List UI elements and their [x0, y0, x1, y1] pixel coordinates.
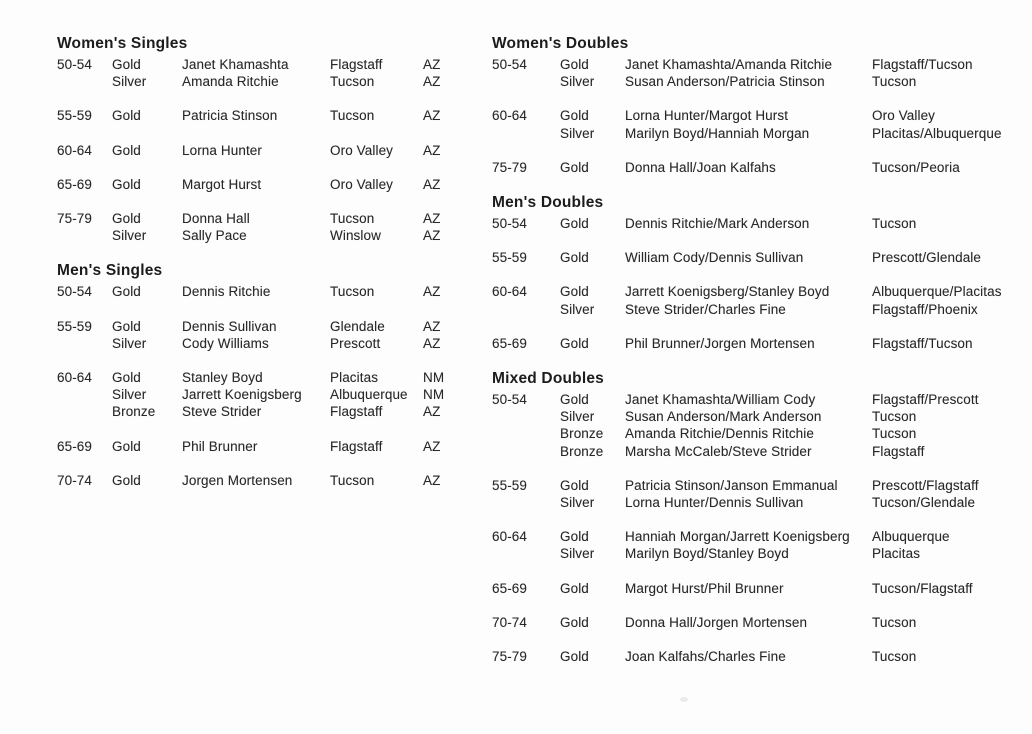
cities-cell: Tucson — [872, 74, 917, 90]
cities-cell: Placitas/Albuquerque — [872, 125, 1002, 141]
state-cell: NM — [423, 370, 445, 386]
medal-cell: Gold — [560, 284, 589, 300]
result-row — [492, 125, 1032, 142]
age-group-cell — [57, 335, 112, 352]
medal-cell: Gold — [560, 57, 589, 72]
age-group-cell: 70-74 — [57, 472, 93, 488]
medal-cell: Silver — [560, 301, 595, 317]
names-cell: Marsha McCaleb/Steve Strider — [625, 443, 812, 459]
result-row — [57, 227, 471, 244]
medal-cell: Silver — [560, 409, 595, 425]
state-cell: AZ — [423, 108, 441, 124]
age-group-cell: 50-54 — [492, 57, 528, 72]
cities-cell: Flagstaff/Phoenix — [872, 301, 978, 317]
medal-cell: Gold — [560, 216, 589, 232]
result-row — [492, 494, 1032, 511]
state-cell: AZ — [423, 74, 441, 90]
medal-cell: Gold — [112, 284, 141, 300]
result-row — [57, 318, 471, 335]
result-row — [57, 403, 471, 420]
result-row — [492, 477, 1032, 494]
cities-cell: Prescott/Glendale — [872, 250, 982, 266]
name-cell: Jarrett Koenigsberg — [182, 387, 302, 403]
state-cell: AZ — [423, 318, 441, 334]
age-group-60-64 — [492, 528, 1032, 562]
age-group-75-79 — [492, 159, 1032, 176]
city-cell: Prescott — [330, 335, 381, 351]
medal-cell: Silver — [112, 335, 147, 351]
result-row — [57, 283, 471, 300]
age-group-cell: 55-59 — [57, 108, 93, 124]
cities-cell: Tucson — [872, 409, 917, 425]
state-cell: NM — [423, 387, 445, 403]
names-cell: Susan Anderson/Mark Anderson — [625, 409, 822, 425]
cities-cell: Albuquerque — [872, 529, 950, 545]
medal-cell: Gold — [560, 477, 589, 493]
result-row — [57, 438, 471, 455]
result-row — [57, 472, 471, 489]
medal-cell: Silver — [560, 546, 595, 562]
medal-cell: Gold — [560, 614, 589, 630]
age-group-cell: 50-54 — [492, 392, 528, 408]
state-cell: AZ — [423, 438, 441, 454]
city-cell: Tucson — [330, 284, 375, 300]
name-cell: Steve Strider — [182, 404, 262, 420]
result-row — [492, 283, 1032, 300]
name-cell: Patricia Stinson — [182, 108, 278, 124]
name-cell: Margot Hurst — [182, 176, 262, 192]
result-row — [492, 301, 1032, 318]
age-group-55-59 — [57, 318, 471, 352]
age-group-65-69 — [57, 438, 471, 455]
name-cell: Donna Hall — [182, 211, 250, 227]
age-group-cell — [57, 73, 112, 90]
age-group-cell: 60-64 — [492, 529, 528, 545]
cities-cell: Tucson — [872, 216, 917, 232]
age-group-cell — [492, 408, 560, 425]
cities-cell: Oro Valley — [872, 108, 936, 124]
names-cell: Margot Hurst/Phil Brunner — [625, 580, 784, 596]
names-cell: Donna Hall/Joan Kalfahs — [625, 159, 776, 175]
state-cell: AZ — [423, 57, 441, 72]
cities-cell: Tucson — [872, 614, 917, 630]
age-group-cell: 60-64 — [492, 284, 528, 300]
result-row — [492, 73, 1032, 90]
city-cell: Oro Valley — [330, 176, 394, 192]
result-row — [57, 107, 471, 124]
names-cell: Dennis Ritchie/Mark Anderson — [625, 216, 810, 232]
cities-cell: Tucson/Flagstaff — [872, 580, 973, 596]
result-row — [492, 425, 1032, 442]
names-cell: Patricia Stinson/Janson Emmanual — [625, 477, 838, 493]
state-cell: AZ — [423, 284, 441, 300]
cities-cell: Tucson — [872, 649, 917, 665]
result-row — [57, 56, 471, 73]
cities-cell: Tucson/Glendale — [872, 495, 976, 511]
age-group-cell: 65-69 — [492, 580, 528, 596]
cities-cell: Flagstaff/Tucson — [872, 335, 973, 351]
result-row — [492, 249, 1032, 266]
names-cell: Donna Hall/Jorgen Mortensen — [625, 614, 808, 630]
medal-cell: Gold — [112, 472, 141, 488]
age-group-cell: 50-54 — [57, 57, 93, 72]
cities-cell: Flagstaff — [872, 443, 925, 459]
age-group-cell — [492, 494, 560, 511]
names-cell: Jarrett Koenigsberg/Stanley Boyd — [625, 284, 830, 300]
cities-cell: Albuquerque/Placitas — [872, 284, 1002, 300]
age-group-65-69 — [492, 580, 1032, 597]
city-cell: Flagstaff — [330, 57, 383, 72]
medal-cell: Silver — [560, 74, 595, 90]
result-row — [492, 107, 1032, 124]
age-group-50-54 — [492, 215, 1032, 232]
age-group-cell — [57, 386, 112, 403]
result-row — [57, 335, 471, 352]
name-cell: Cody Williams — [182, 335, 269, 351]
result-row — [57, 176, 471, 193]
medal-cell: Bronze — [560, 443, 604, 459]
age-group-cell — [492, 125, 560, 142]
section-title: Men's Singles — [57, 262, 163, 280]
section-title: Women's Singles — [57, 35, 188, 52]
cities-cell: Flagstaff/Tucson — [872, 57, 973, 72]
name-cell: Jorgen Mortensen — [182, 472, 293, 488]
result-row — [57, 386, 471, 403]
age-group-cell — [492, 301, 560, 318]
age-group-50-54 — [492, 56, 1032, 90]
city-cell: Tucson — [330, 74, 375, 90]
medal-cell: Silver — [112, 74, 147, 90]
result-row — [492, 443, 1032, 460]
result-row — [57, 142, 471, 159]
cities-cell: Prescott/Flagstaff — [872, 477, 979, 493]
age-group-cell: 60-64 — [492, 108, 528, 124]
city-cell: Placitas — [330, 370, 379, 386]
city-cell: Flagstaff — [330, 404, 383, 420]
result-row — [492, 56, 1032, 73]
section-title: Men's Doubles — [492, 194, 604, 212]
section-mens-singles — [57, 261, 471, 489]
age-group-cell — [492, 443, 560, 460]
result-row — [492, 545, 1032, 562]
medal-cell: Gold — [560, 392, 589, 408]
result-row — [57, 369, 471, 386]
state-cell: AZ — [423, 176, 441, 192]
section-mens-doubles — [492, 193, 1032, 352]
age-group-60-64 — [57, 369, 471, 421]
result-row — [57, 73, 471, 90]
age-group-cell: 65-69 — [57, 438, 93, 454]
age-group-50-54 — [57, 56, 471, 90]
age-group-70-74 — [57, 472, 471, 489]
section-womens-doubles — [492, 34, 1032, 176]
name-cell: Amanda Ritchie — [182, 74, 279, 90]
age-group-cell: 75-79 — [492, 649, 528, 665]
age-group-cell: 50-54 — [492, 216, 528, 232]
age-group-60-64 — [492, 283, 1032, 317]
names-cell: Phil Brunner/Jorgen Mortensen — [625, 335, 815, 351]
medal-cell: Silver — [560, 495, 595, 511]
age-group-55-59 — [57, 107, 471, 124]
city-cell: Tucson — [330, 211, 375, 227]
names-cell: Lorna Hunter/Margot Hurst — [625, 108, 789, 124]
age-group-70-74 — [492, 614, 1032, 631]
age-group-65-69 — [57, 176, 471, 193]
names-cell: Janet Khamashta/Amanda Ritchie — [625, 57, 833, 72]
name-cell: Dennis Sullivan — [182, 318, 277, 334]
age-group-cell — [492, 425, 560, 442]
city-cell: Winslow — [330, 228, 381, 244]
result-row — [57, 210, 471, 227]
age-group-50-54 — [492, 391, 1032, 460]
name-cell: Sally Pace — [182, 228, 247, 244]
cities-cell: Tucson — [872, 426, 917, 442]
age-group-cell — [492, 73, 560, 90]
names-cell: Lorna Hunter/Dennis Sullivan — [625, 495, 804, 511]
cities-cell: Flagstaff/Prescott — [872, 392, 979, 408]
name-cell: Lorna Hunter — [182, 142, 262, 158]
medal-cell: Gold — [112, 211, 141, 227]
state-cell: AZ — [423, 211, 441, 227]
medal-cell: Gold — [112, 108, 141, 124]
result-row — [492, 614, 1032, 631]
medal-cell: Gold — [112, 176, 141, 192]
state-cell: AZ — [423, 335, 441, 351]
names-cell: Amanda Ritchie/Dennis Ritchie — [625, 426, 814, 442]
city-cell: Tucson — [330, 108, 375, 124]
age-group-50-54 — [57, 283, 471, 300]
left-column — [57, 30, 471, 506]
cities-cell: Tucson/Peoria — [872, 159, 960, 175]
section-mixed-doubles — [492, 369, 1032, 665]
age-group-cell: 60-64 — [57, 370, 93, 386]
names-cell: Joan Kalfahs/Charles Fine — [625, 649, 786, 665]
medal-cell: Gold — [112, 142, 141, 158]
age-group-cell: 50-54 — [57, 284, 93, 300]
medal-cell: Silver — [112, 387, 147, 403]
city-cell: Albuquerque — [330, 387, 408, 403]
medal-cell: Gold — [560, 335, 589, 351]
result-row — [492, 528, 1032, 545]
result-row — [492, 648, 1032, 665]
age-group-cell: 55-59 — [492, 477, 528, 493]
city-cell: Flagstaff — [330, 438, 383, 454]
age-group-cell: 70-74 — [492, 614, 528, 630]
age-group-cell — [57, 227, 112, 244]
city-cell: Tucson — [330, 472, 375, 488]
age-group-cell: 75-79 — [57, 211, 93, 227]
state-cell: AZ — [423, 142, 441, 158]
age-group-cell: 65-69 — [57, 176, 93, 192]
age-group-cell: 60-64 — [57, 142, 93, 158]
medal-cell: Gold — [560, 649, 589, 665]
section-title: Mixed Doubles — [492, 370, 604, 388]
result-row — [492, 159, 1032, 176]
medal-cell: Gold — [112, 318, 141, 334]
age-group-cell: 55-59 — [57, 318, 93, 334]
age-group-cell: 55-59 — [492, 250, 528, 266]
name-cell: Stanley Boyd — [182, 370, 263, 386]
age-group-cell: 65-69 — [492, 335, 528, 351]
right-column — [492, 30, 1032, 682]
cities-cell: Placitas — [872, 546, 921, 562]
names-cell: Susan Anderson/Patricia Stinson — [625, 74, 825, 90]
age-group-65-69 — [492, 335, 1032, 352]
city-cell: Glendale — [330, 318, 385, 334]
age-group-cell — [57, 403, 112, 420]
medal-cell: Bronze — [112, 404, 156, 420]
state-cell: AZ — [423, 228, 441, 244]
city-cell: Oro Valley — [330, 142, 394, 158]
names-cell: Steve Strider/Charles Fine — [625, 301, 786, 317]
age-group-60-64 — [492, 107, 1032, 141]
section-title: Women's Doubles — [492, 35, 629, 52]
medal-cell: Gold — [560, 250, 589, 266]
age-group-75-79 — [492, 648, 1032, 665]
age-group-cell — [492, 545, 560, 562]
names-cell: Marilyn Boyd/Hanniah Morgan — [625, 125, 810, 141]
medal-cell: Gold — [560, 580, 589, 596]
result-row — [492, 335, 1032, 352]
medal-cell: Gold — [112, 438, 141, 454]
names-cell: William Cody/Dennis Sullivan — [625, 250, 804, 266]
age-group-55-59 — [492, 477, 1032, 511]
medal-cell: Silver — [112, 228, 147, 244]
section-womens-singles — [57, 34, 471, 244]
medal-cell: Silver — [560, 125, 595, 141]
age-group-cell: 75-79 — [492, 159, 528, 175]
names-cell: Hanniah Morgan/Jarrett Koenigsberg — [625, 529, 850, 545]
age-group-55-59 — [492, 249, 1032, 266]
medal-cell: Gold — [112, 370, 141, 386]
result-row — [492, 215, 1032, 232]
name-cell: Janet Khamashta — [182, 57, 289, 72]
medal-cell: Gold — [560, 159, 589, 175]
names-cell: Marilyn Boyd/Stanley Boyd — [625, 546, 789, 562]
scan-speck-artifact — [680, 697, 688, 702]
names-cell: Janet Khamashta/William Cody — [625, 392, 816, 408]
result-row — [492, 408, 1032, 425]
name-cell: Dennis Ritchie — [182, 284, 271, 300]
medal-cell: Gold — [560, 108, 589, 124]
result-row — [492, 391, 1032, 408]
state-cell: AZ — [423, 404, 441, 420]
result-row — [492, 580, 1032, 597]
state-cell: AZ — [423, 472, 441, 488]
medal-cell: Bronze — [560, 426, 604, 442]
medal-cell: Gold — [560, 529, 589, 545]
age-group-75-79 — [57, 210, 471, 244]
name-cell: Phil Brunner — [182, 438, 258, 454]
medal-cell: Gold — [112, 57, 141, 72]
age-group-60-64 — [57, 142, 471, 159]
